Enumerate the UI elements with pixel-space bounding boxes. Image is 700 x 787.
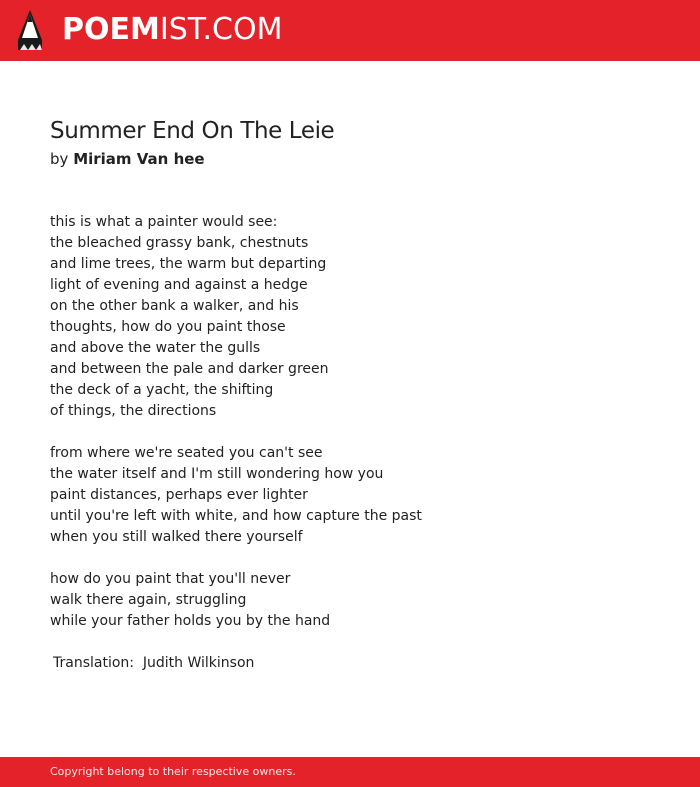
by-label: by (50, 150, 69, 168)
poem-line: light of evening and against a hedge (50, 277, 308, 293)
site-footer (0, 757, 700, 787)
poem-line: of things, the directions (50, 403, 217, 419)
stanza-2 (50, 443, 650, 548)
poem-line: the water itself and I'm still wondering how you (50, 466, 384, 482)
poem-line: until you're left with white, and how capture the past (50, 508, 422, 524)
stanza-3 (50, 569, 650, 632)
poem-line: when you still walked there yourself (50, 529, 303, 545)
poem-line: the deck of a yacht, the shifting (50, 382, 274, 398)
poem-line: this is what a painter would see: (50, 214, 278, 230)
byline (50, 150, 650, 168)
poem-line: paint distances, perhaps ever lighter (50, 487, 308, 503)
logo-light-text: IST.COM (159, 12, 283, 47)
poem-line: and between the pale and darker green (50, 361, 329, 377)
pencil-logo-icon (18, 10, 42, 50)
logo-bold-text: POEM (62, 12, 160, 47)
poem-line: how do you paint that you'll never (50, 571, 291, 587)
copyright-notice: Copyright belong to their respective owners. (50, 765, 296, 778)
poem-line: the bleached grassy bank, chestnuts (50, 235, 309, 251)
poem-line: on the other bank a walker, and his (50, 298, 299, 314)
poem-line: and above the water the gulls (50, 340, 261, 356)
poem-body (50, 212, 650, 674)
site-logo[interactable] (62, 12, 282, 48)
poem-content (50, 112, 650, 674)
site-header (0, 0, 700, 61)
translation-credit: Translation: Judith Wilkinson (53, 655, 255, 671)
poem-line: from where we're seated you can't see (50, 445, 323, 461)
poem-title: Summer End On The Leie (50, 118, 335, 144)
poem-line: thoughts, how do you paint those (50, 319, 286, 335)
author-name: Miriam Van hee (73, 150, 205, 168)
poem-line: walk there again, struggling (50, 592, 247, 608)
poem-line: and lime trees, the warm but departing (50, 256, 327, 272)
stanza-1 (50, 212, 650, 422)
poem-line: while your father holds you by the hand (50, 613, 331, 629)
